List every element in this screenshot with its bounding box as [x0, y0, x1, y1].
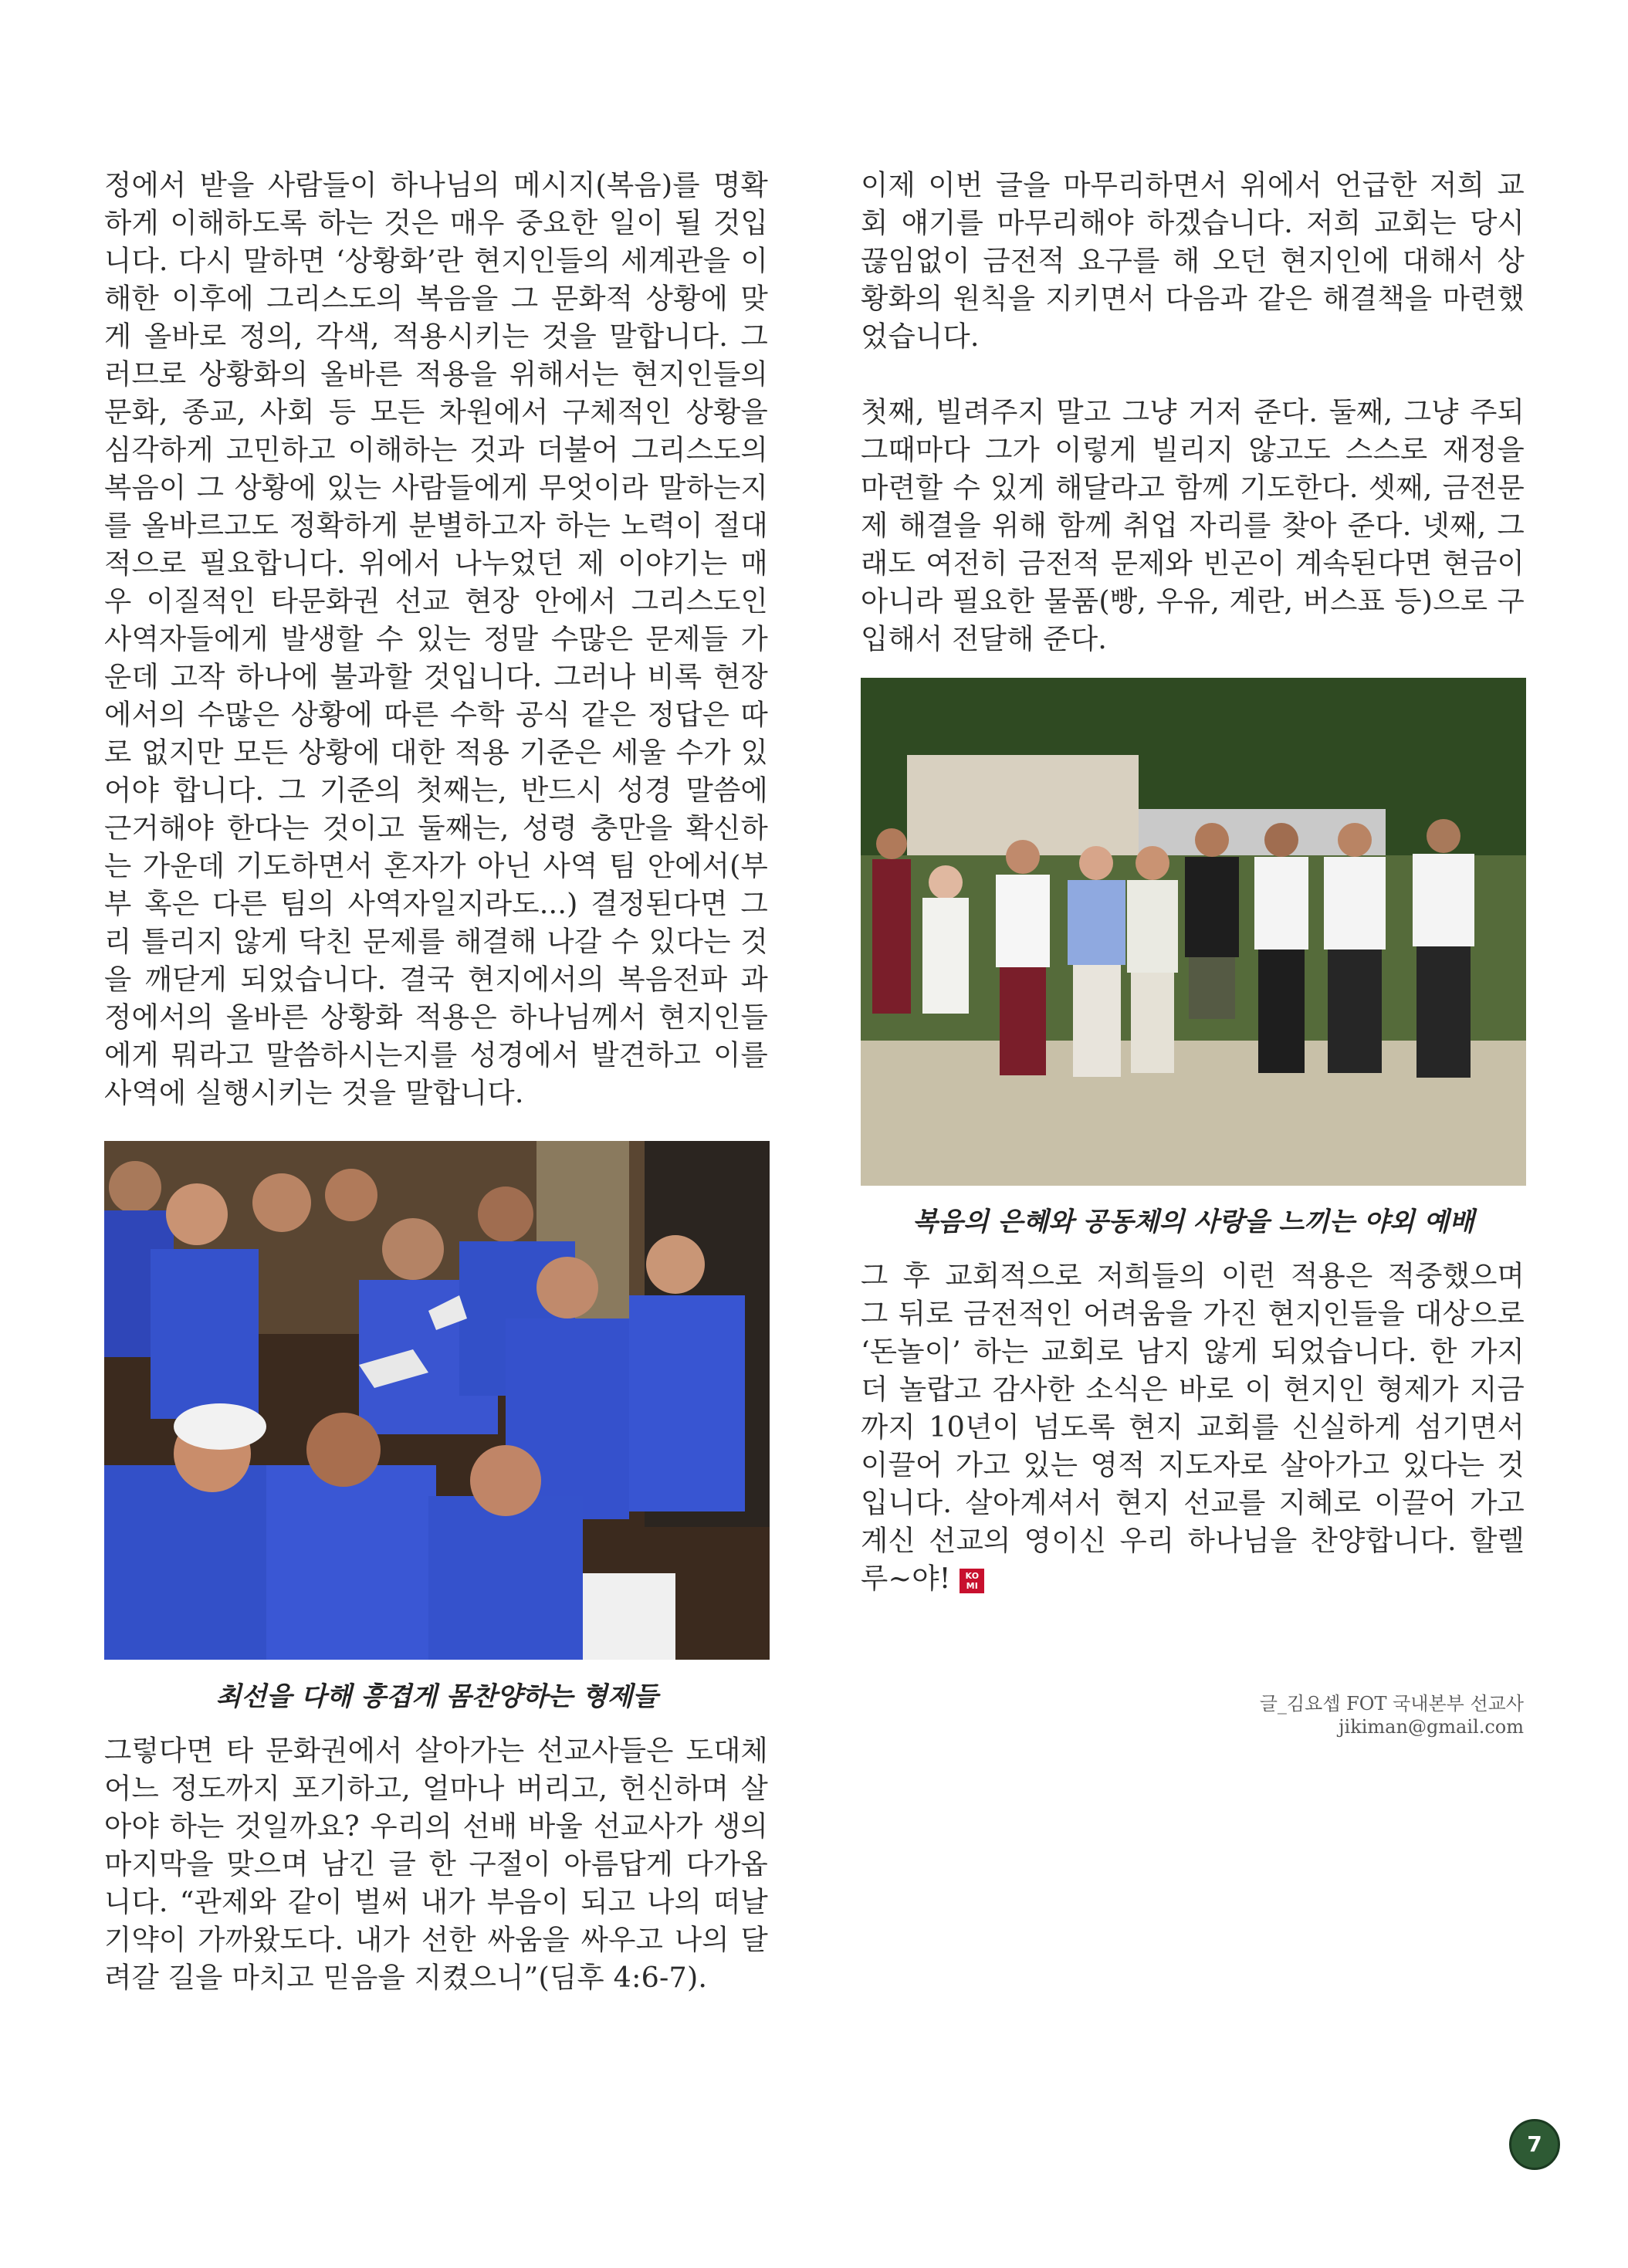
right-paragraph-2: 첫째, 빌려주지 말고 그냥 거저 준다. 둘째, 그냥 주되 그때마다 그가 이렇게 빌리지 않고도 스스로 재정을 마련할 수 있게 해달라고 함께 기도한다. 셋째, 금전문제 해결을 위해 함께 취업 자리를 찾아 준다. 넷째, 그래도 여전히 금전적 문제와 빈곤이 계속된다면 현금이 아니라 필요한 물품(빵, 우유, 계란, 버스표 등)으로 구입해서 전달해 준다.: [861, 395, 1525, 655]
left-paragraph-1: 정에서 받을 사람들이 하나님의 메시지(복음)를 명확하게 이해하도록 하는 것은 매우 중요한 일이 될 것입니다. 다시 말하면 ‘상황화’란 현지인들의 세계관을 이해한 이후에 그리스도의 복음을 그 문화적 상황에 맞게 올바로 정의, 각색, 적용시키는 것을 말합니다. 그러므로 상황화의 올바른 적용을 위해서는 현지인들의 문화, 종교, 사회 등 모든 차원에서 구체적인 상황을 심각하게 고민하고 이해하는 것과 더불어 그리스도의 복음이 그 상황에 있는 사람들에게 무엇이라 말하는지를 올바르고도 정확하게 분별하고자 하는 노력이 절대적으로 필요합니다. 위에서 나누었던 제 이야기는 매우 이질적인 타문화권 선교 현장 안에서 그리스도인 사역자들에게 발생할 수 있는 정말 수많은 문제들 가운데 고작 하나에 불과할 것입니다. 그러나 비록 현장에서의 수많은 상황에 따른 수학 공식 같은 정답은 따로 없지만 모든 상황에 대한 적용 기준은 세울 수가 있어야 합니다. 그 기준의 첫째는, 반드시 성경 말씀에 근거해야 한다는 것이고 둘째는, 성령 충만을 확신하는 가운데 기도하면서 혼자가 아닌 사역 팀 안에서(부부 혹은 다른 팀의 사역자일지라도...) 결정된다면 그리 틀리지 않게 닥친 문제를 해결해 나갈 수 있다는 것을 깨닫게 되었습니다. 결국 현지에서의 복음전파 과정에서의 올바른 상황화 적용은 하나님께서 현지인들에게 뭐라고 말씀하시는지를 성경에서 발견하고 이를 사역에 실행시키는 것을 말합니다.: [104, 168, 768, 1109]
author-email[interactable]: jikiman@gmail.com: [1339, 1716, 1524, 1738]
komi-line-1: KO: [965, 1570, 980, 1581]
right-paragraph-1: 이제 이번 글을 마무리하면서 위에서 언급한 저희 교회 얘기를 마무리해야 하겠습니다. 저희 교회는 당시 끊임없이 금전적 요구를 해 오던 현지인에 대해서 상황화의 원칙을 지키면서 다음과 같은 해결책을 마련했었습니다.: [861, 168, 1525, 353]
right-paragraph-3: [861, 1257, 1525, 1597]
left-column-text-top: [104, 166, 768, 1112]
right-column-text-bottom: [861, 1257, 1525, 1597]
photo-outdoor-worship: [861, 678, 1526, 1186]
left-paragraph-2: 그렇다면 타 문화권에서 살아가는 선교사들은 도대체 어느 정도까지 포기하고, 얼마나 버리고, 헌신하며 살아야 하는 것일까요? 우리의 선배 바울 선교사가 생의 마지막을 맞으며 남긴 글 한 구절이 아름답게 다가옵니다. “관제와 같이 벌써 내가 부음이 되고 나의 떠날 기약이 가까왔도다. 내가 선한 싸움을 싸우고 나의 달려갈 길을 마치고 믿음을 지켰으니”(딤후 4:6-7).: [104, 1734, 768, 1994]
page-number-badge: 7: [1509, 2119, 1560, 2170]
right-paragraph-3-text: 그 후 교회적으로 저희들의 이런 적용은 적중했으며 그 뒤로 금전적인 어려움을 가진 현지인들을 대상으로 ‘돈놀이’ 하는 교회로 남지 않게 되었습니다. 한 가지 더 놀랍고 감사한 소식은 바로 이 현지인 형제가 지금까지 10년이 넘도록 현지 교회를 신실하게 섬기면서 이끌어 가고 있는 영적 지도자로 살아가고 있다는 것입니다. 살아계셔서 현지 선교를 지혜로 이끌어 가고 계신 선교의 영이신 우리 하나님을 찬양합니다. 할렐루~야!: [861, 1259, 1525, 1595]
komi-line-2: MI: [966, 1580, 979, 1591]
author-credit: [1260, 1692, 1524, 1738]
left-column-text-bottom: [104, 1731, 768, 1996]
right-photo-caption: 복음의 은혜와 공동체의 사랑을 느끼는 야외 예배: [912, 1207, 1474, 1237]
left-photo-caption: 최선을 다해 흥겹게 몸찬양하는 형제들: [215, 1681, 658, 1712]
right-column-text-top: [861, 166, 1525, 658]
komi-end-mark: [960, 1569, 984, 1593]
photo-worship-brothers: [104, 1141, 770, 1660]
author-name: 글_김요셉 FOT 국내본부 선교사: [1259, 1693, 1524, 1715]
